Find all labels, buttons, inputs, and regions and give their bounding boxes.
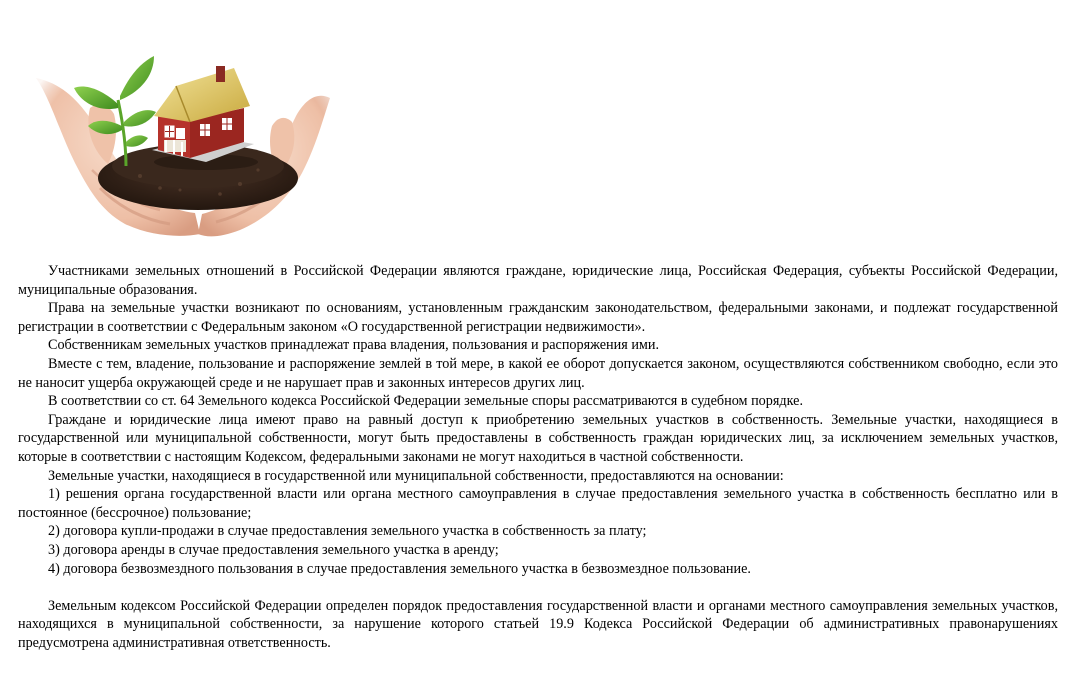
paragraph-spacer [18, 578, 1058, 597]
hands-holding-house-icon [30, 38, 340, 250]
paragraph-disputes: В соответствии со ст. 64 Земельного кодекса Российской Федерации земельные споры рассматриваются в судебном порядке. [48, 393, 803, 410]
paragraph-liability: Земельным кодексом Российской Федерации определен порядок предоставления государственной власти и органами местного самоуправления земельных участков, находящихся в муниципальной собственности, за нарушение которого статьей 19.9 Кодекса Российской Федерации об административных правонарушениях предусмотрена административная ответственность. [18, 597, 1058, 651]
paragraph-free-use: Вместе с тем, владение, пользование и распоряжение землей в той мере, в какой ее оборот допускается законом, осуществляются собственником свободно, если это не наносит ущерба окружающей среде и не нарушает прав и законных интересов других лиц. [18, 355, 1058, 391]
paragraph-grounds-intro: Земельные участки, находящиеся в государственной или муниципальной собственности, предоставляются на основании: [48, 467, 784, 484]
paragraph-owner-rights: Собственникам земельных участков принадлежат права владения, пользования и распоряжения ими. [48, 337, 660, 354]
list-item-4: 4) договора безвозмездного пользования в случае предоставления земельного участка в безвозмездное пользование. [48, 560, 751, 577]
list-item-3: 3) договора аренды в случае предоставления земельного участка в аренду; [48, 541, 499, 558]
paragraph-participants: Участниками земельных отношений в Российской Федерации являются граждане, юридические лица, Российская Федерация, субъекты Российской Федерации, муниципальные образования. [18, 263, 1058, 298]
list-item-1: 1) решения органа государственной власти или органа местного самоуправления в случае предоставления земельного участка в собственность бесплатно или в постоянное (бессрочное) пользование; [18, 486, 1058, 521]
list-item-2: 2) договора купли-продажи в случае предоставления земельного участка в собственность за плату; [48, 523, 647, 540]
paragraph-equal-access: Граждане и юридические лица имеют право на равный доступ к приобретению земельных участков в собственность. Земельные участки, находящиеся в государственной или муниципальной собственности, могут быть предоставлены в собственность граждан юридических лиц, за исключением земельных участков, которые в соответствии с настоящим Кодексом, федеральными законами не могут находиться в частной собственности. [18, 411, 1058, 465]
paragraph-rights-origin: Права на земельные участки возникают по основаниям, установленным гражданским законодательством, федеральными законами, и подлежат государственной регистрации в соответствии с Федеральным законом «О государственной регистрации недвижимости». [18, 300, 1058, 335]
document-body [18, 262, 1058, 652]
